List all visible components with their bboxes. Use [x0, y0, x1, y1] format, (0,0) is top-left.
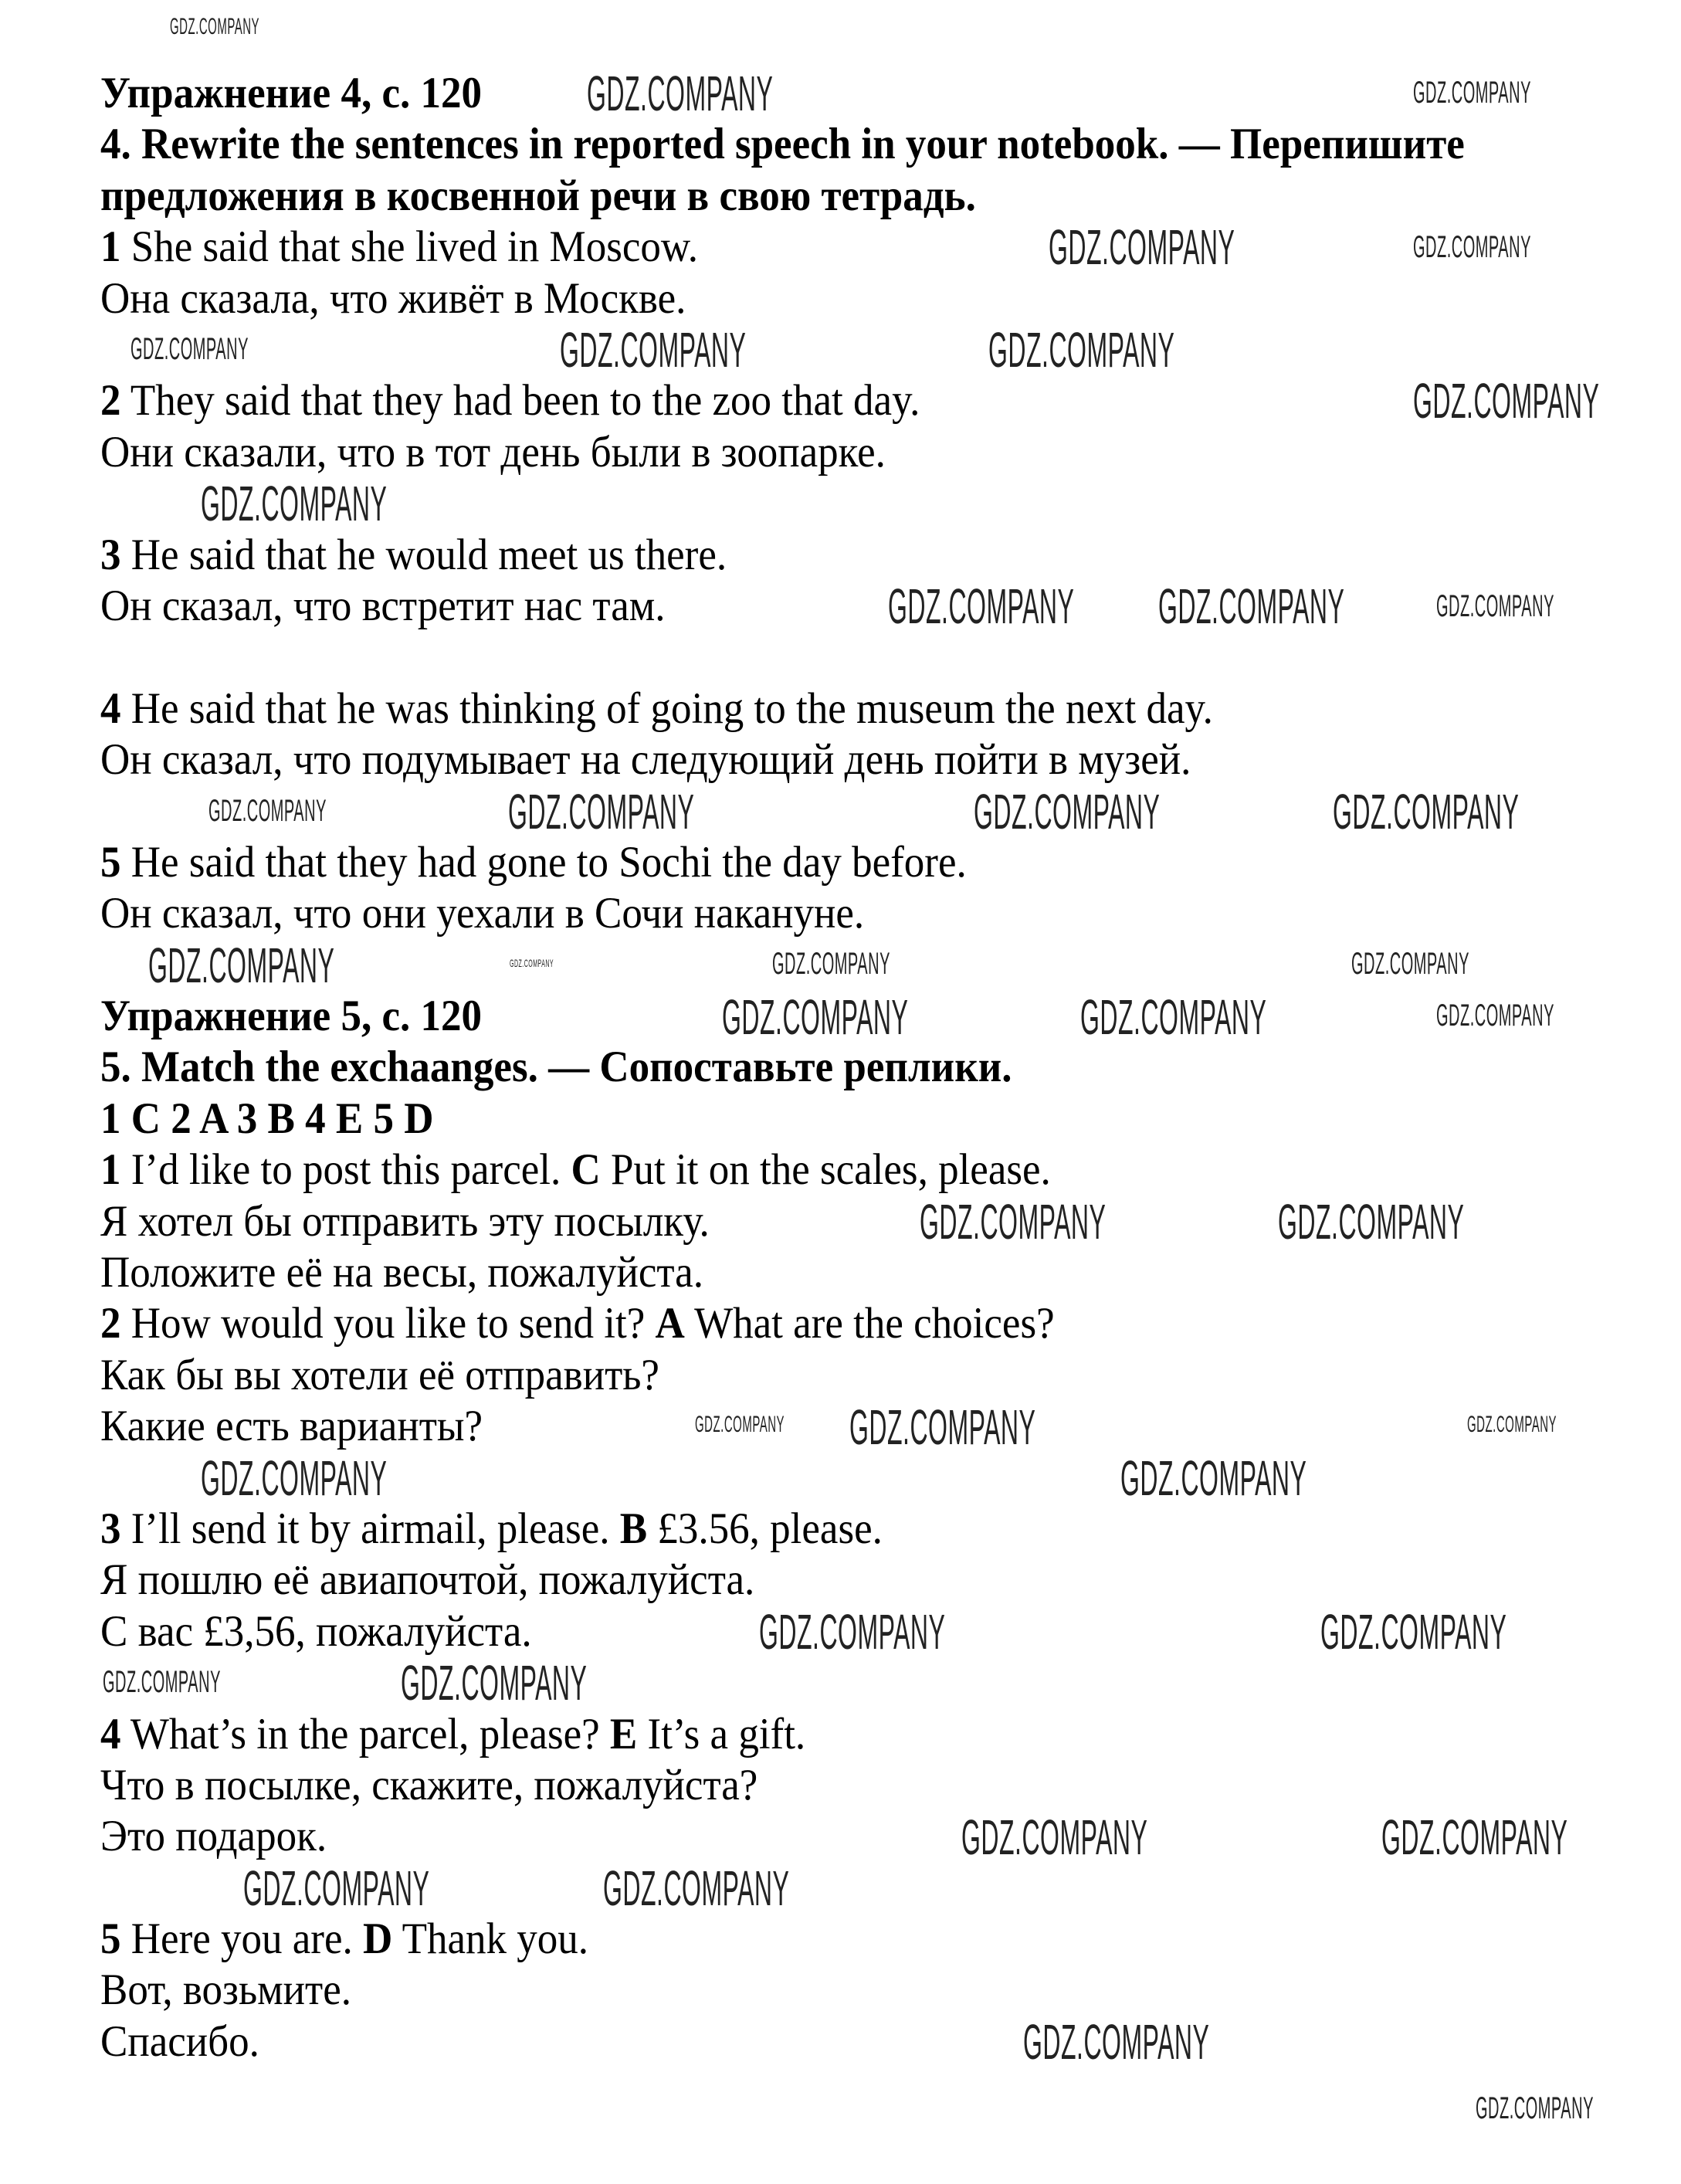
watermark: GDZ.COMPANY — [603, 1860, 790, 1916]
watermark: GDZ.COMPANY — [1278, 1194, 1465, 1250]
watermark: GDZ.COMPANY — [888, 578, 1075, 634]
exercise-4-task-cont: предложения в косвенной речи в свою тетрадь. — [100, 171, 976, 220]
watermark: GDZ.COMPANY — [130, 332, 249, 366]
document — [100, 68, 1567, 2070]
exercise-5-answers: 1 C 2 A 3 B 4 E 5 D — [100, 1094, 434, 1143]
ex5-item-4-ru-answer: Это подарок. — [100, 1812, 327, 1861]
watermark: GDZ.COMPANY — [201, 1450, 388, 1506]
watermark: GDZ.COMPANY — [920, 1194, 1107, 1250]
watermark: GDZ.COMPANY — [170, 14, 260, 39]
ex5-item-1-en: 1 I’d like to post this parcel. C Put it on the scales, please. — [100, 1145, 1051, 1195]
watermark: GDZ.COMPANY — [1023, 2014, 1210, 2070]
ex5-item-5-ru-answer: Спасибо. — [100, 2016, 259, 2066]
watermark: GDZ.COMPANY — [560, 322, 747, 378]
watermark: GDZ.COMPANY — [587, 66, 774, 121]
watermark: GDZ.COMPANY — [961, 1809, 1148, 1865]
watermark: GDZ.COMPANY — [1320, 1604, 1507, 1660]
ex5-item-5-ru: Вот, возьмите. — [100, 1965, 352, 2015]
watermark: GDZ.COMPANY — [988, 322, 1175, 378]
exercise-4-heading: Упражнение 4, с. 120 — [100, 69, 483, 117]
watermark: GDZ.COMPANY — [974, 784, 1161, 839]
exercise-5-heading: Упражнение 5, с. 120 — [100, 992, 483, 1041]
ex4-item-3-en: 3 He said that he would meet us there. — [100, 530, 727, 579]
watermark: GDZ.COMPANY — [103, 1665, 221, 1699]
exercise-4-task: 4. Rewrite the sentences in reported speech in your notebook. — Перепишите — [100, 120, 1465, 169]
ex4-item-1-ru: Она сказала, что живёт в Москве. — [100, 273, 686, 323]
watermark: GDZ.COMPANY — [1436, 999, 1554, 1033]
watermark: GDZ.COMPANY — [510, 957, 554, 969]
watermark: GDZ.COMPANY — [1080, 989, 1267, 1045]
ex5-item-5-en: 5 Here you are. D Thank you. — [100, 1914, 589, 1964]
watermark: GDZ.COMPANY — [1381, 1809, 1568, 1865]
ex4-item-4-en: 4 He said that he was thinking of going to the museum the next day. — [100, 683, 1213, 733]
watermark: GDZ.COMPANY — [1467, 1412, 1557, 1437]
ex5-item-2-ru-answer: Какие есть варианты? — [100, 1402, 483, 1451]
ex5-item-1-ru: Я хотел бы отправить эту посылку. — [100, 1196, 710, 1246]
ex5-item-4-ru: Что в посылке, скажите, пожалуйста? — [100, 1760, 758, 1809]
ex4-item-5-ru: Он сказал, что они уехали в Сочи накануне. — [100, 889, 865, 938]
exercise-5-task: 5. Match the exchaanges. — Сопоставьте реплики. — [100, 1043, 1012, 1092]
ex5-item-3-ru: Я пошлю её авиапочтой, пожалуйста. — [100, 1555, 755, 1605]
watermark: GDZ.COMPANY — [1120, 1450, 1307, 1506]
watermark: GDZ.COMPANY — [508, 784, 695, 839]
watermark: GDZ.COMPANY — [1049, 219, 1235, 275]
watermark: GDZ.COMPANY — [1158, 578, 1345, 634]
ex4-item-2-en: 2 They said that they had been to the zoo that day. — [100, 376, 920, 426]
ex4-item-1-en: 1 She said that she lived in Moscow. — [100, 222, 698, 272]
watermark: GDZ.COMPANY — [722, 989, 909, 1045]
ex4-item-3-ru: Он сказал, что встретит нас там. — [100, 581, 666, 630]
watermark: GDZ.COMPANY — [1413, 230, 1531, 264]
watermark: GDZ.COMPANY — [201, 476, 388, 531]
watermark: GDZ.COMPANY — [401, 1655, 588, 1711]
watermark: GDZ.COMPANY — [849, 1399, 1036, 1455]
ex5-item-3-ru-answer: С вас £3,56, пожалуйста. — [100, 1606, 532, 1656]
ex4-item-4-ru: Он сказал, что подумывает на следующий день пойти в музей. — [100, 735, 1191, 785]
watermark: GDZ.COMPANY — [1333, 784, 1520, 839]
watermark: GDZ.COMPANY — [1413, 373, 1600, 429]
watermark: GDZ.COMPANY — [1476, 2091, 1594, 2125]
ex4-item-5-en: 5 He said that they had gone to Sochi the day before. — [100, 837, 967, 887]
watermark: GDZ.COMPANY — [695, 1412, 785, 1437]
ex5-item-3-en: 3 I’ll send it by airmail, please. B £3.56, please. — [100, 1504, 883, 1553]
watermark: GDZ.COMPANY — [759, 1604, 946, 1660]
ex4-item-2-ru: Они сказали, что в тот день были в зоопарке. — [100, 427, 886, 476]
watermark: GDZ.COMPANY — [148, 938, 335, 993]
ex5-item-2-en: 2 How would you like to send it? A What are the choices? — [100, 1299, 1055, 1348]
watermark: GDZ.COMPANY — [243, 1860, 430, 1916]
watermark: GDZ.COMPANY — [208, 794, 327, 828]
ex5-item-1-ru-answer: Положите её на весы, пожалуйста. — [100, 1247, 703, 1297]
ex5-item-2-ru: Как бы вы хотели её отправить? — [100, 1350, 659, 1399]
watermark: GDZ.COMPANY — [1436, 589, 1554, 623]
watermark: GDZ.COMPANY — [1413, 76, 1531, 110]
ex5-item-4-en: 4 What’s in the parcel, please? E It’s a gift. — [100, 1709, 806, 1758]
watermark: GDZ.COMPANY — [1351, 947, 1469, 981]
watermark: GDZ.COMPANY — [772, 947, 890, 981]
